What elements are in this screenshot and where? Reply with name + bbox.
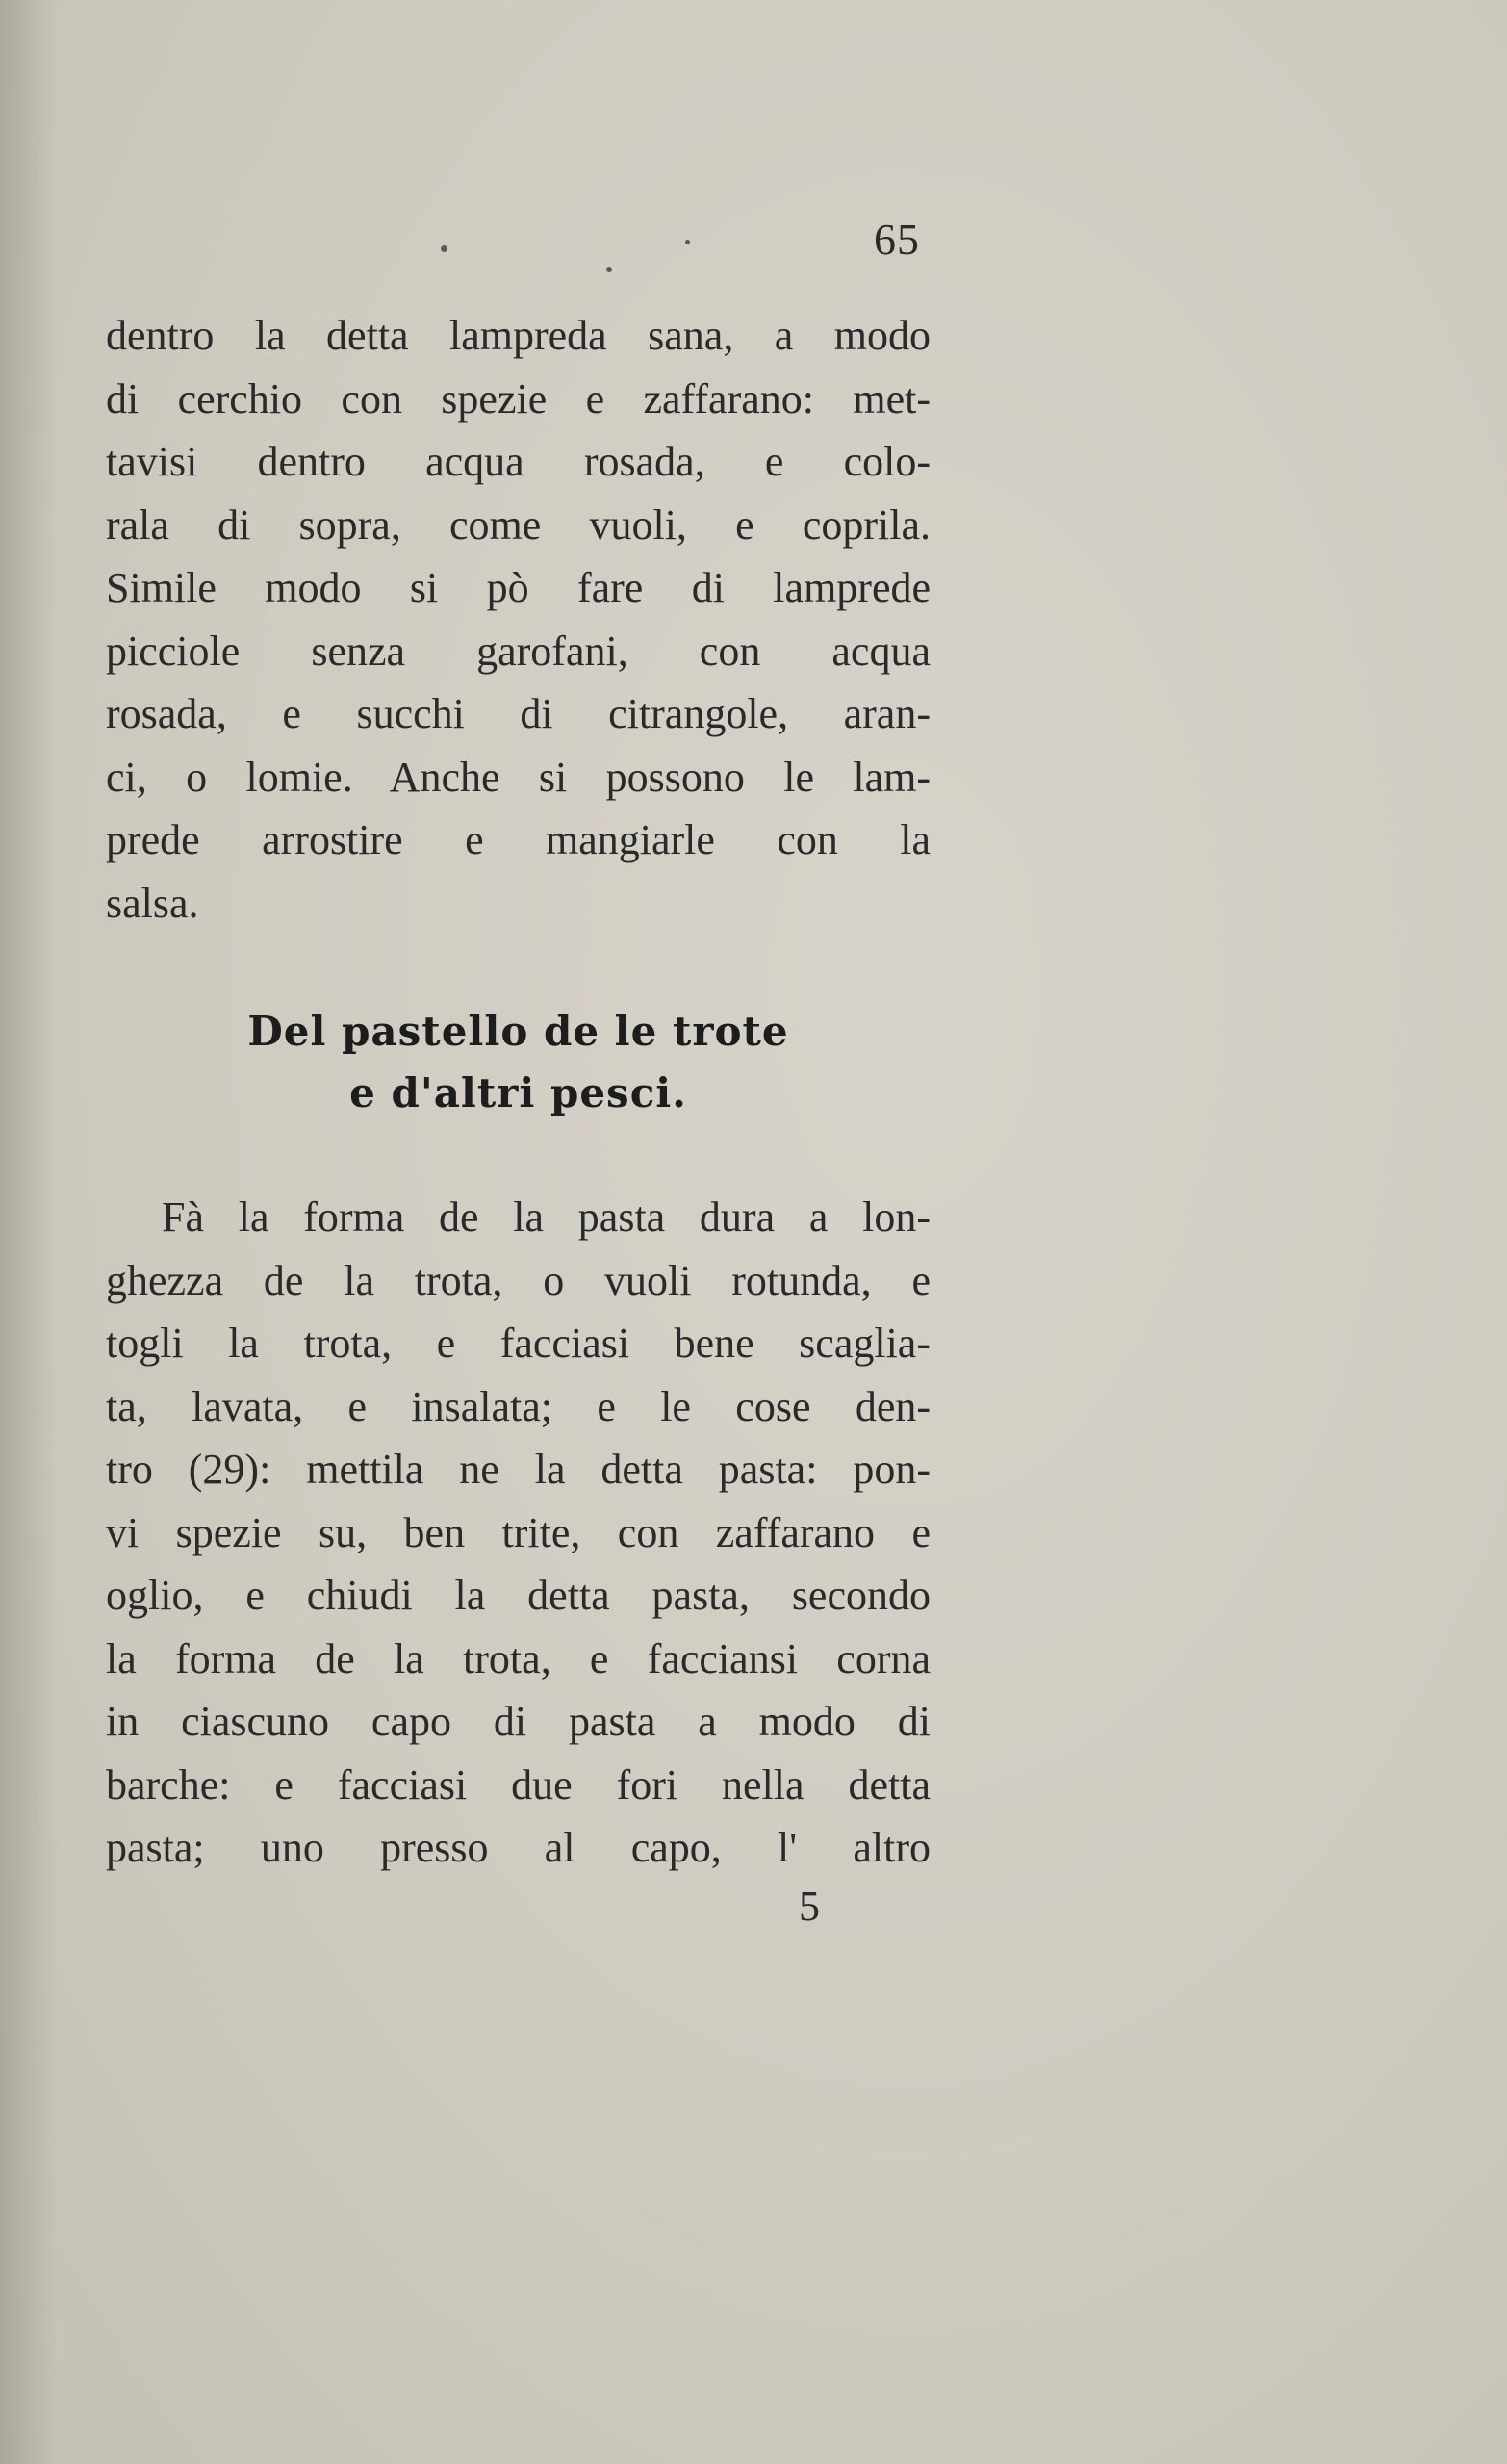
text-line: rosada, e succhi di citrangole, aran- [106,690,931,737]
text-line: picciole senza garofani, con acqua [106,627,931,675]
text-line: ta, lavata, e insalata; e le cose den- [106,1382,931,1430]
text-line: tro (29): mettila ne la detta pasta: pon- [106,1446,931,1493]
text-line: tavisi dentro acqua rosada, e colo- [106,438,931,485]
speck [441,245,447,252]
signature-mark: 5 [799,1883,820,1930]
text-line: prede arrostire e mangiarle con la [106,816,931,863]
text-line: Simile modo si pò fare di lamprede [106,564,931,611]
text-line: togli la trota, e facciasi bene scaglia- [106,1320,931,1367]
page-number: 65 [874,215,920,264]
print-specks [423,226,731,284]
paragraph-1 [106,304,931,935]
text-line: dentro la detta lampreda sana, a modo [106,312,931,359]
text-line: salsa. [106,879,199,927]
text-line: oglio, e chiudi la detta pasta, secondo [106,1572,931,1619]
paragraph-2 [106,1186,931,1880]
text-line: ghezza de la trota, o vuoli rotunda, e [106,1256,931,1304]
text-line: vi spezie su, ben trite, con zaffarano e [106,1508,931,1556]
text-line: la forma de la trota, e facciansi corna [106,1634,931,1682]
section-heading [106,1001,931,1124]
text-line: rala di sopra, come vuoli, e coprila. [106,500,931,549]
text-line: barche: e facciasi due fori nella detta [106,1760,931,1809]
text-line: pasta; uno presso al capo, l' altro [106,1824,931,1871]
text-line: Fà la forma de la pasta dura a lon- [162,1194,931,1241]
text-line: di cerchio con spezie e zaffarano: met- [106,374,931,423]
heading-line-1: Del pastello de le trote [247,1008,789,1055]
speck [606,267,612,272]
text-line: in ciascuno capo di pasta a modo di [106,1698,931,1745]
speck [685,240,690,244]
heading-line-2: e d'altri pesci. [349,1069,687,1116]
text-line: ci, o lomie. Anche si possono le lam- [106,753,931,801]
